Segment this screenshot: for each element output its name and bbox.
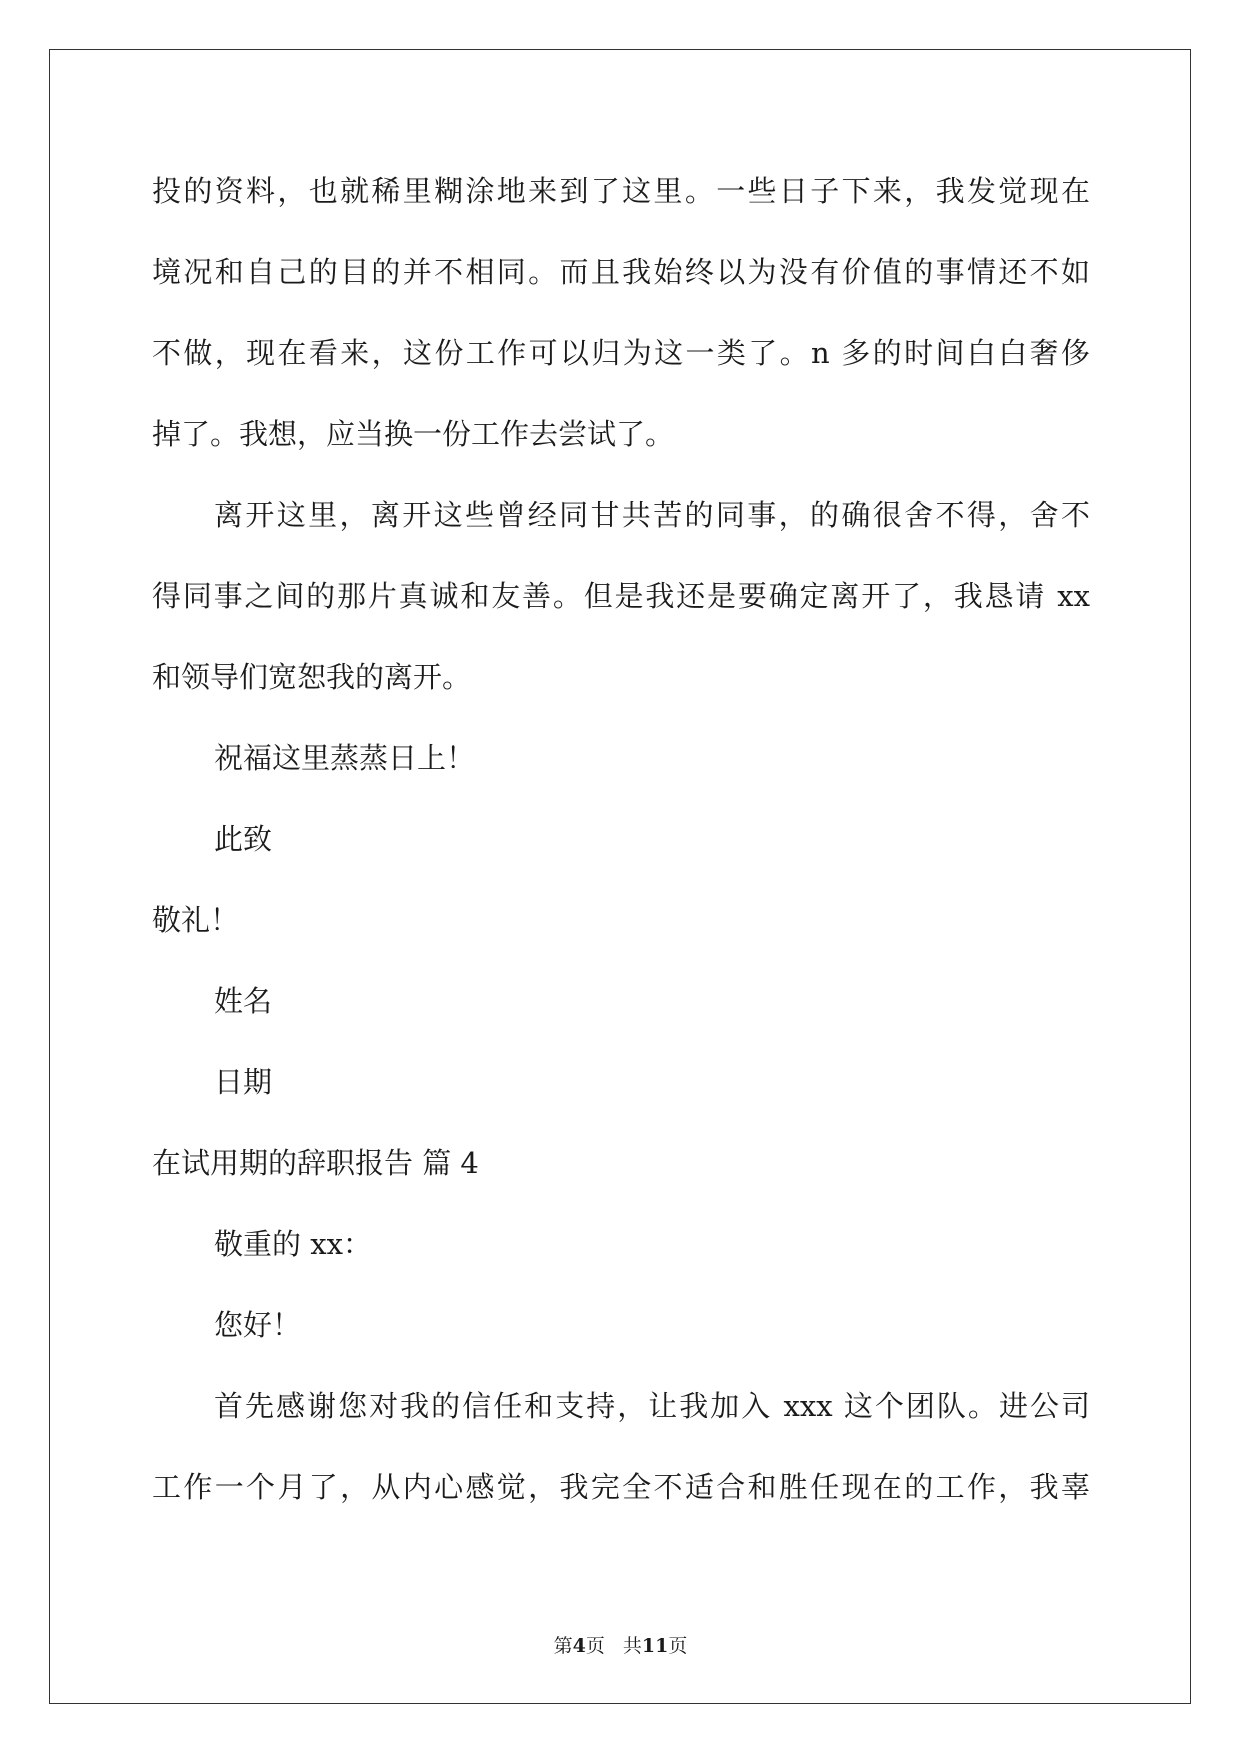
paragraph-line-7: 和领导们宽恕我的离开。 xyxy=(152,660,472,694)
footer-total-prefix: 共 xyxy=(622,1635,642,1657)
paragraph-line-6: 得同事之间的那片真诚和友善。但是我还是要确定离开了，我恳请 xx xyxy=(152,579,1090,613)
footer-total-suffix: 页 xyxy=(668,1635,688,1657)
paragraph-line-17: 工作一个月了，从内心感觉，我完全不适合和胜任现在的工作，我辜 xyxy=(152,1470,1090,1504)
paragraph-line-16: 首先感谢您对我的信任和支持，让我加入 xxx 这个团队。进公司 xyxy=(214,1389,1090,1423)
footer-page-prefix: 第 xyxy=(553,1635,573,1657)
footer-page-current: 4 xyxy=(572,1635,586,1657)
salutation: 敬重的 xx： xyxy=(214,1227,372,1261)
greeting: 您好！ xyxy=(214,1308,302,1342)
paragraph-line-3: 不做，现在看来，这份工作可以归为这一类了。n 多的时间白白奢侈 xyxy=(152,336,1090,370)
page-footer xyxy=(0,1634,1241,1658)
closing-jing-li: 敬礼！ xyxy=(152,903,240,937)
closing-ci-zhi: 此致 xyxy=(214,822,273,856)
blessing-line: 祝福这里蒸蒸日上！ xyxy=(214,741,476,775)
signature-name: 姓名 xyxy=(214,984,273,1018)
paragraph-line-4: 掉了。我想，应当换一份工作去尝试了。 xyxy=(152,417,675,451)
footer-page-mid: 页 xyxy=(585,1635,605,1657)
paragraph-line-1: 投的资料，也就稀里糊涂地来到了这里。一些日子下来，我发觉现在 xyxy=(152,174,1090,208)
section-heading: 在试用期的辞职报告 篇 4 xyxy=(152,1146,479,1180)
page-border xyxy=(49,49,1191,1704)
footer-page-total: 11 xyxy=(641,1635,669,1657)
signature-date: 日期 xyxy=(214,1065,273,1099)
paragraph-line-5: 离开这里，离开这些曾经同甘共苦的同事，的确很舍不得，舍不 xyxy=(214,498,1090,532)
paragraph-line-2: 境况和自己的目的并不相同。而且我始终以为没有价值的事情还不如 xyxy=(152,255,1090,289)
